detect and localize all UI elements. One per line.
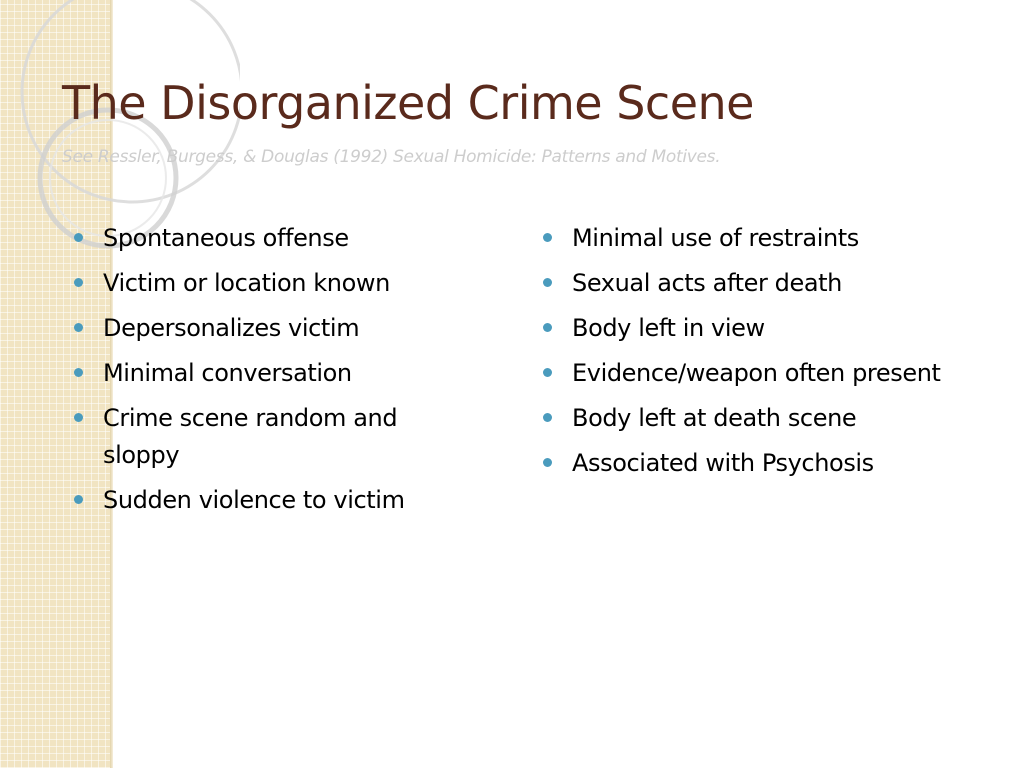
bullet-icon xyxy=(74,413,83,422)
bullet-icon xyxy=(543,368,552,377)
list-item xyxy=(72,355,472,392)
bullet-text: Body left at death scene xyxy=(572,404,857,432)
bullet-icon xyxy=(74,368,83,377)
list-item xyxy=(72,310,472,347)
list-item xyxy=(541,310,961,347)
bullet-icon xyxy=(74,278,83,287)
bullet-text: Minimal conversation xyxy=(103,359,352,387)
list-item xyxy=(72,265,472,302)
bullet-text: Sexual acts after death xyxy=(572,269,842,297)
bullet-text: Victim or location known xyxy=(103,269,390,297)
bullet-text: Evidence/weapon often present xyxy=(572,359,941,387)
slide-title: The Disorganized Crime Scene xyxy=(62,76,754,130)
list-item xyxy=(541,265,961,302)
list-item xyxy=(72,220,472,257)
bullet-text: Body left in view xyxy=(572,314,765,342)
slide-subtitle: See Ressler, Burgess, & Douglas (1992) Sexual Homicide: Patterns and Motives. xyxy=(62,147,721,167)
bullet-text: Spontaneous offense xyxy=(103,224,349,252)
bullet-icon xyxy=(74,323,83,332)
bullet-text: Crime scene random and sloppy xyxy=(103,404,398,469)
bullet-text: Minimal use of restraints xyxy=(572,224,859,252)
bullet-text: Depersonalizes victim xyxy=(103,314,360,342)
list-item xyxy=(72,400,472,474)
left-bullet-list xyxy=(72,220,472,527)
bullet-icon xyxy=(74,233,83,242)
bullet-text: Associated with Psychosis xyxy=(572,449,874,477)
bullet-icon xyxy=(543,458,552,467)
list-item xyxy=(541,355,961,392)
bullet-text: Sudden violence to victim xyxy=(103,486,405,514)
list-item xyxy=(72,482,472,519)
list-item xyxy=(541,400,961,437)
bullet-icon xyxy=(543,233,552,242)
right-bullet-list xyxy=(541,220,961,490)
list-item xyxy=(541,220,961,257)
bullet-icon xyxy=(543,278,552,287)
list-item xyxy=(541,445,961,482)
bullet-icon xyxy=(543,413,552,422)
bullet-icon xyxy=(74,495,83,504)
bullet-icon xyxy=(543,323,552,332)
